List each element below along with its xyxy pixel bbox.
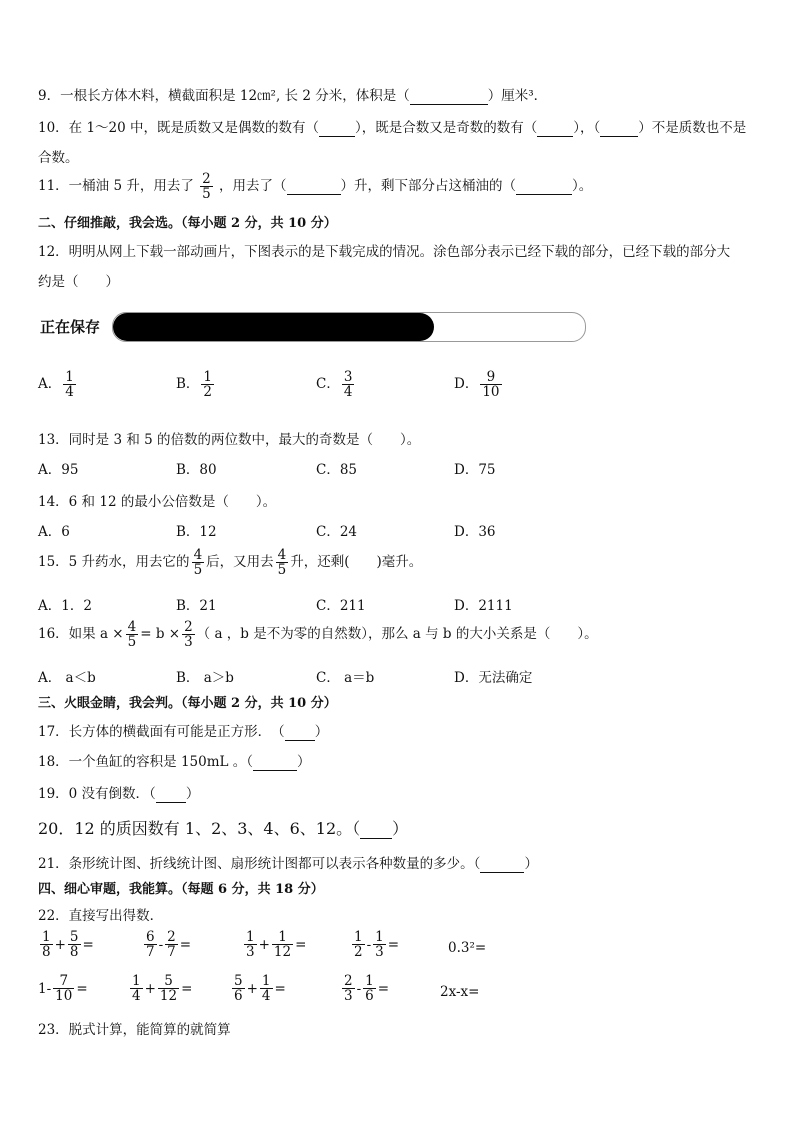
option-d[interactable]: D．无法确定 xyxy=(454,670,533,686)
option-b[interactable]: B．80 xyxy=(176,462,217,478)
answer-blank[interactable] xyxy=(319,120,355,137)
calc-item: $\frac{1}{3}$ + $\frac{1}{12}$ = xyxy=(246,929,307,961)
option-d[interactable]: D．75 xyxy=(454,462,496,478)
option-c[interactable]: C．211 xyxy=(316,598,366,614)
question-12: 12．明明从网上下载一部动画片，下图表示的是下载完成的情况。涂色部分表示已经下载的部分，已经下载的部分大 xyxy=(38,244,731,260)
calc-item: $\frac{1}{2}$ - $\frac{1}{3}$ = xyxy=(354,929,400,961)
question-14: 14．6 和 12 的最小公倍数是（ ）。 xyxy=(38,494,277,510)
answer-blank[interactable] xyxy=(156,786,186,803)
option-b[interactable]: B．21 xyxy=(176,598,217,614)
question-15: 15．5 升药水，用去它的 $\frac{4}{5}$ 后，又用去 $\frac{4}{5}$ 升，还剩( )毫升。 xyxy=(38,547,423,579)
question-22: 22．直接写出得数． xyxy=(38,908,164,924)
answer-blank[interactable] xyxy=(480,856,524,873)
download-progress-bar xyxy=(112,312,586,342)
question-21: 21．条形统计图、折线统计图、扇形统计图都可以表示各种数量的多少。（ ） xyxy=(38,856,538,872)
calc-item: $\frac{1}{4}$ + $\frac{5}{12}$ = xyxy=(132,973,193,1005)
question-16: 16．如果 a × $\frac{4}{5}$ = b × $\frac{2}{3}$ （ a ，b 是不为零的自然数），那么 a 与 b 的大小关系是（ ）。 xyxy=(38,619,598,651)
calc-item: 1- $\frac{7}{10}$ = xyxy=(38,973,88,1005)
option-c[interactable]: C．85 xyxy=(316,462,358,478)
answer-blank[interactable] xyxy=(410,88,488,105)
option-d[interactable]: D．36 xyxy=(454,524,496,540)
question-9: 9．一根长方体木料，横截面积是 12㎝², 长 2 分米，体积是（ ）厘米³． xyxy=(38,88,548,104)
option-c[interactable]: C． $\frac{3}{4}$ xyxy=(316,369,353,401)
calc-item: $\frac{5}{6}$ + $\frac{1}{4}$ = xyxy=(234,973,286,1005)
option-a[interactable]: A．6 xyxy=(38,524,70,540)
calc-item: 2x-x= xyxy=(440,984,480,1000)
fraction: $\frac{2}{5}$ xyxy=(202,171,211,203)
answer-blank[interactable] xyxy=(537,120,573,137)
answer-blank[interactable] xyxy=(253,754,297,771)
option-a[interactable]: A．1．2 xyxy=(38,598,92,614)
question-10-cont: 合数。 xyxy=(38,150,79,166)
progress-label: 正在保存 xyxy=(40,318,101,336)
option-c[interactable]: C． a＝b xyxy=(316,670,375,686)
question-11: 11．一桶油 5 升，用去了 $\frac{2}{5}$ ，用去了（ ）升，剩下部分占这桶油的（ ）。 xyxy=(38,171,593,203)
question-10: 10．在 1～20 中，既是质数又是偶数的数有（ ），既是合数又是奇数的数有（ ），（ ）不是质数也不是 xyxy=(38,120,747,136)
option-d[interactable]: D． $\frac{9}{10}$ xyxy=(454,369,500,401)
answer-blank[interactable] xyxy=(360,819,392,839)
question-17: 17．长方体的横截面有可能是正方形． （ ） xyxy=(38,724,329,740)
answer-blank[interactable] xyxy=(516,178,572,195)
question-18: 18．一个鱼缸的容积是 150mL 。（ ） xyxy=(38,754,311,770)
option-a[interactable]: A．95 xyxy=(38,462,79,478)
question-20: 20．12 的质因数有 1、2、3、4、6、12。（ ） xyxy=(38,819,409,838)
calc-item: $\frac{1}{8}$ + $\frac{5}{8}$ = xyxy=(42,929,94,961)
question-19: 19．0 没有倒数．（ ） xyxy=(38,786,200,802)
section-heading: 二、仔细推敲，我会选。（每小题 2 分，共 10 分） xyxy=(38,216,337,231)
calc-item: $\frac{2}{3}$ - $\frac{1}{6}$ = xyxy=(344,973,390,1005)
answer-blank[interactable] xyxy=(287,178,341,195)
question-12-cont: 约是（ ） xyxy=(38,274,119,290)
answer-blank[interactable] xyxy=(285,724,315,741)
option-b[interactable]: B． a＞b xyxy=(176,670,234,686)
option-b[interactable]: B．12 xyxy=(176,524,217,540)
question-13: 13．同时是 3 和 5 的倍数的两位数中，最大的奇数是（ ）。 xyxy=(38,432,421,448)
option-a[interactable]: A． a＜b xyxy=(38,670,96,686)
section-heading: 四、细心审题，我能算。（每题 6 分，共 18 分） xyxy=(38,882,324,897)
calc-item: 0.3²= xyxy=(448,940,487,956)
option-c[interactable]: C．24 xyxy=(316,524,358,540)
progress-fill xyxy=(113,313,434,341)
option-b[interactable]: B． $\frac{1}{2}$ xyxy=(176,369,213,401)
section-heading: 三、火眼金睛，我会判。（每小题 2 分，共 10 分） xyxy=(38,696,337,711)
question-23: 23．脱式计算，能简算的就简算 xyxy=(38,1022,231,1038)
calc-item: $\frac{6}{7}$ - $\frac{2}{7}$ = xyxy=(146,929,192,961)
answer-blank[interactable] xyxy=(600,120,638,137)
option-d[interactable]: D．2111 xyxy=(454,598,513,614)
option-a[interactable]: A． $\frac{1}{4}$ xyxy=(38,369,74,401)
